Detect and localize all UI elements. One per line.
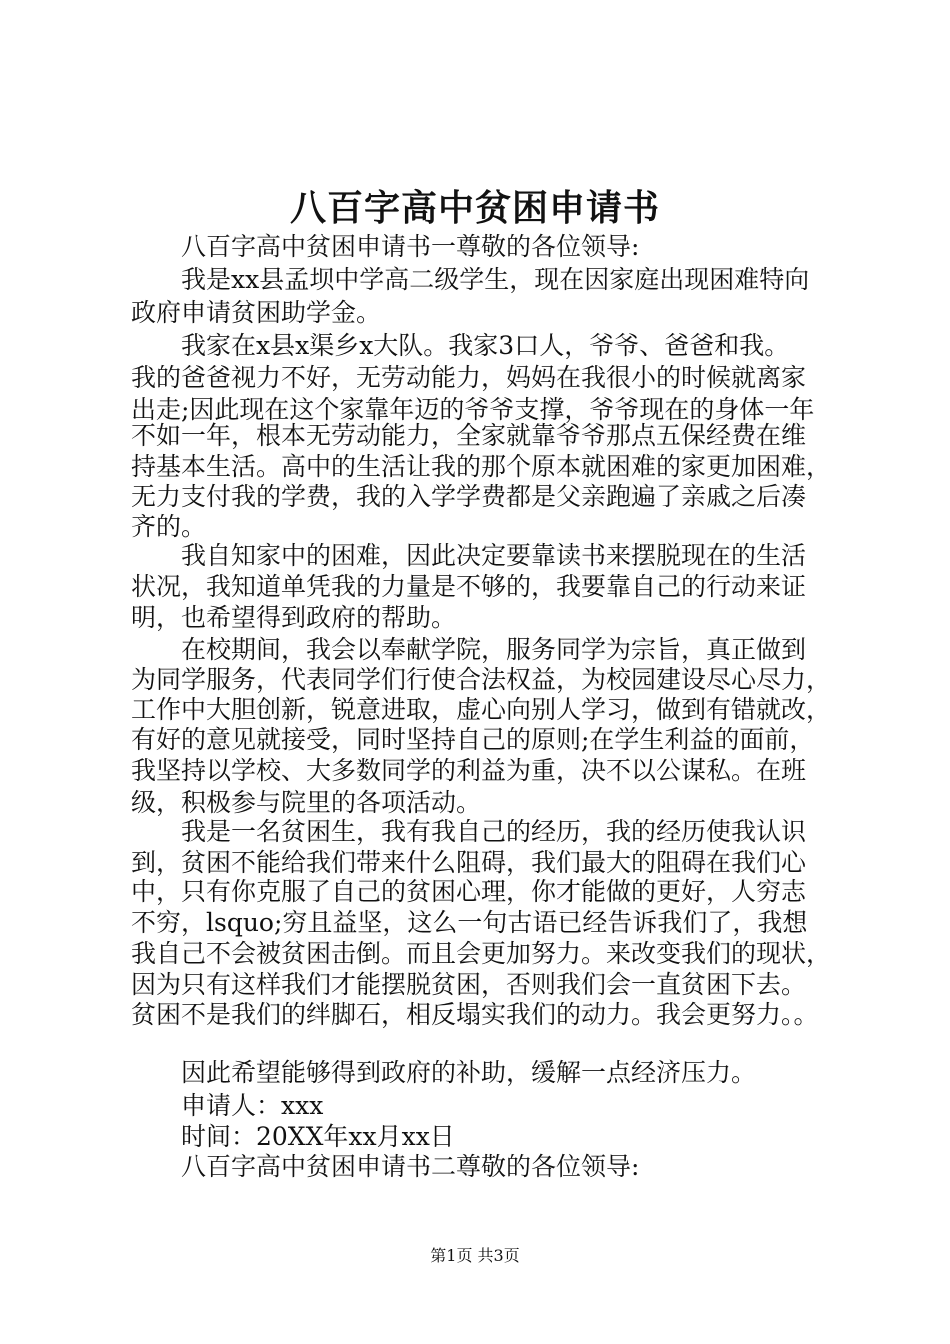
paragraph-line: 在校期间，我会以奉献学院，服务同学为宗旨，真正做到 bbox=[181, 635, 807, 664]
applicant-line: 申请人：xxx bbox=[181, 1091, 324, 1120]
paragraph-line: 我是一名贫困生，我有我自己的经历，我的经历使我认识 bbox=[181, 817, 807, 846]
paragraph-line: 我家在x县x渠乡x大队。我家3口人，爷爷、爸爸和我。 bbox=[181, 331, 790, 360]
paragraph-line: 我自知家中的困难，因此决定要靠读书来摆脱现在的生活 bbox=[181, 541, 807, 570]
paragraph-line: 无力支付我的学费，我的入学学费都是父亲跑遍了亲戚之后凑 bbox=[131, 482, 807, 511]
paragraph-line: 到，贫困不能给我们带来什么阻碍，我们最大的阻碍在我们心 bbox=[131, 848, 807, 877]
paragraph-line: 八百字高中贫困申请书二尊敬的各位领导: bbox=[181, 1152, 640, 1181]
paragraph-line: 我坚持以学校、大多数同学的利益为重，决不以公谋私。在班 bbox=[131, 756, 807, 785]
paragraph-line: 级，积极参与院里的各项活动。 bbox=[131, 788, 482, 817]
paragraph-line: 八百字高中贫困申请书一尊敬的各位领导: bbox=[181, 232, 640, 261]
paragraph-line: 有好的意见就接受，同时坚持自己的原则;在学生利益的面前， bbox=[131, 725, 815, 754]
paragraph-line: 状况，我知道单凭我的力量是不够的，我要靠自己的行动来证 bbox=[131, 572, 807, 601]
paragraph-line: 工作中大胆创新，锐意进取，虚心向别人学习，做到有错就改， bbox=[131, 695, 832, 724]
paragraph-line: 齐的。 bbox=[131, 512, 207, 541]
page-number: 第1页 共3页 bbox=[430, 1246, 520, 1265]
date-line: 时间：20XX年xx月xx日 bbox=[181, 1122, 455, 1151]
paragraph-line: 不穷，lsquo;穷且益坚，这么一句古语已经告诉我们了，我想 bbox=[131, 908, 808, 937]
paragraph-line: 不如一年，根本无劳动能力，全家就靠爷爷那点五保经费在维 bbox=[131, 421, 807, 450]
paragraph-line: 我自己不会被贫困击倒。而且会更加努力。来改变我们的现状， bbox=[131, 939, 832, 968]
paragraph-line: 我的爸爸视力不好，无劳动能力，妈妈在我很小的时候就离家 bbox=[131, 363, 807, 392]
paragraph-line: 因为只有这样我们才能摆脱贫困，否则我们会一直贫困下去。 bbox=[131, 970, 807, 999]
paragraph-line: 持基本生活。高中的生活让我的那个原本就困难的家更加困难， bbox=[131, 452, 832, 481]
paragraph-line: 为同学服务，代表同学们行使合法权益，为校园建设尽心尽力， bbox=[131, 665, 832, 694]
paragraph-line: 政府申请贫困助学金。 bbox=[131, 298, 382, 327]
document-title: 八百字高中贫困申请书 bbox=[289, 187, 660, 229]
paragraph-line: 中，只有你克服了自己的贫困心理，你才能做的更好，人穷志 bbox=[131, 877, 807, 906]
paragraph-line: 我是xx县孟坝中学高二级学生，现在因家庭出现困难特向 bbox=[181, 265, 810, 294]
paragraph-line: 贫困不是我们的绊脚石，相反塌实我们的动力。我会更努力。。 bbox=[131, 1000, 819, 1029]
closing-line: 因此希望能够得到政府的补助，缓解一点经济压力。 bbox=[181, 1058, 757, 1087]
paragraph-line: 明，也希望得到政府的帮助。 bbox=[131, 603, 457, 632]
paragraph-line: 出走;因此现在这个家靠年迈的爷爷支撑，爷爷现在的身体一年 bbox=[131, 395, 815, 424]
